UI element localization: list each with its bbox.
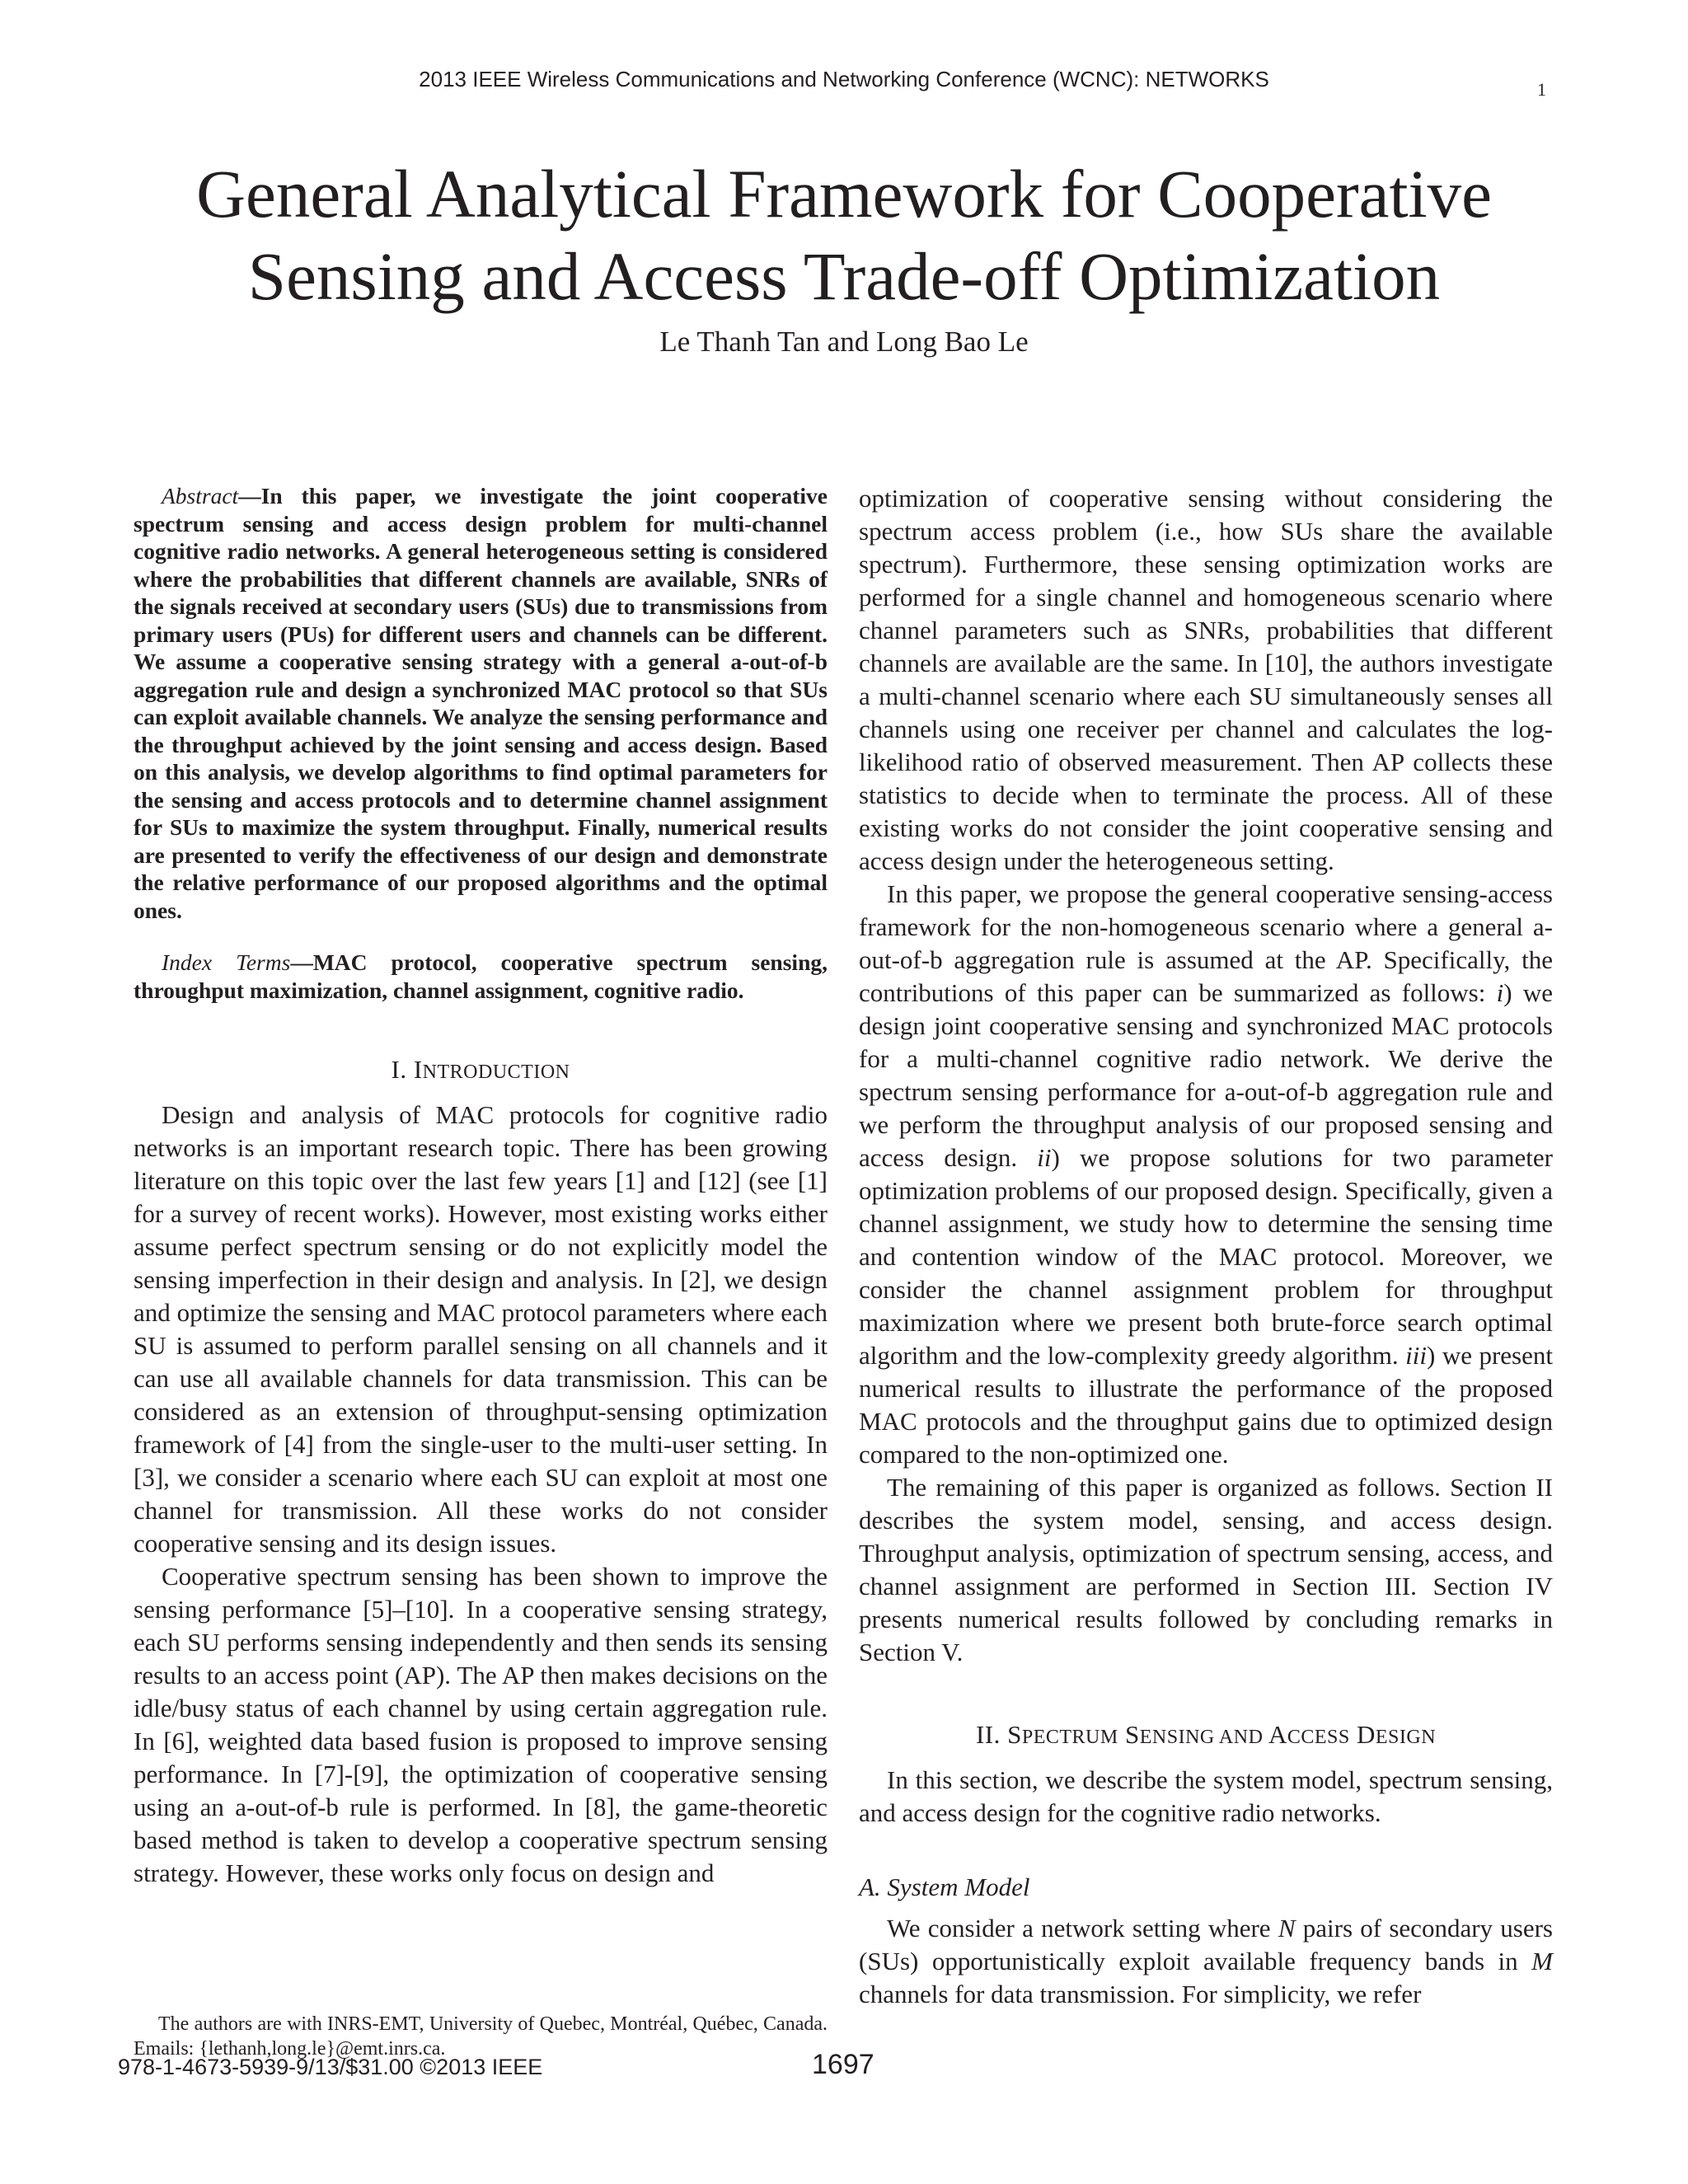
section-heading-spectrum-sensing: II. SPECTRUM SENSING AND ACCESS DESIGN xyxy=(975,1720,1437,1749)
index-terms xyxy=(134,949,828,1004)
contributions-paragraph: In this paper, we propose the general cooperative sensing-access framework for the non-homogeneous scenario where a general a-out-of-b aggregation rule is assumed at the AP. Specifically, the contributions of this paper can be summarized as follows: i) we design joint cooperative sensing and synchronized MAC protocols for a multi-channel cognitive radio network. We derive the spectrum sensing performance for a-out-of-b aggregation rule and we perform the throughput analysis of our proposed sensing and access design. ii) we propose solutions for two parameter optimization problems of our proposed design. Specifically, given a channel assignment, we study how to determine the sensing time and contention window of the MAC protocol. Moreover, we consider the channel assignment problem for throughput maximization where we present both brute-force search optimal algorithm and the low-complexity greedy algorithm. iii) we present numerical results to illustrate the performance of the proposed MAC protocols and the throughput gains due to optimized design compared to the non-optimized one. xyxy=(859,879,1553,1469)
system-model-paragraph: We consider a network setting where N pairs of secondary users (SUs) opportunistically exploit available frequency bands in M channels for data transmission. For simplicity, we refer xyxy=(859,1914,1553,2008)
author-footnote: The authors are with INRS-EMT, University of Quebec, Montréal, Québec, Canada. Emails: {lethanh,long.le}@emt.inrs.ca. xyxy=(134,2013,828,2060)
index-terms-text: —MAC protocol, cooperative spectrum sensing, throughput maximization, channel assignment, cognitive radio. xyxy=(134,949,828,1003)
copyright-notice: 978-1-4673-5939-9/13/$31.00 ©2013 IEEE xyxy=(118,2055,543,2079)
abstract xyxy=(134,482,828,924)
abstract-label: Abstract xyxy=(162,483,239,509)
intro-paragraph-1: Design and analysis of MAC protocols for cognitive radio networks is an important research topic. There has been growing literature on this topic over the last few years [1] and [12] (see [1] for a survey of recent works). However, most existing works either assume perfect spectrum sensing or do not explicitly model the sensing imperfection in their design and analysis. In [2], we design and optimize the sensing and MAC protocol parameters where each SU is assumed to perform parallel sensing on all channels and it can use all available channels for data transmission. This can be considered as an extension of throughput-sensing optimization framework of [4] from the single-user to the multi-user setting. In [3], we consider a scenario where each SU can exploit at most one channel for transmission. All these works do not consider cooperative sensing and its design issues. xyxy=(134,1100,828,1558)
section-heading-introduction: I. INTRODUCTION xyxy=(391,1055,570,1084)
section2-intro: In this section, we describe the system model, spectrum sensing, and access design for the cognitive radio networks. xyxy=(859,1765,1553,1827)
organization-paragraph: The remaining of this paper is organized as follows. Section II describes the system model, sensing, and access design. Throughput analysis, optimization of spectrum sensing, access, and channel assignment are performed in Section III. Section IV presents numerical results followed by concluding remarks in Section V. xyxy=(859,1473,1553,1666)
conference-header: 2013 IEEE Wireless Communications and Networking Conference (WCNC): NETWORKS xyxy=(419,67,1269,91)
intro-paragraph-3: optimization of cooperative sensing without considering the spectrum access problem (i.e., how SUs share the available spectrum). Furthermore, these sensing optimization works are performed for a single channel and homogeneous scenario where channel parameters such as SNRs, probabilities that different channels are available are the same. In [10], the authors investigate a multi-channel scenario where each SU simultaneously senses all channels using one receiver per channel and calculates the log-likelihood ratio of observed measurement. Then AP collects these statistics to decide when to terminate the process. All of these existing works do not consider the joint cooperative sensing and access design under the heterogeneous setting. xyxy=(859,484,1553,875)
index-terms-label: Index Terms xyxy=(162,949,291,975)
left-column xyxy=(134,482,828,1890)
paper-title: General Analytical Framework for Cooperative Sensing and Access Trade-off Optimization xyxy=(196,156,1492,314)
right-column xyxy=(859,482,1553,2011)
intro-paragraph-2: Cooperative spectrum sensing has been shown to improve the sensing performance [5]–[10]. In a cooperative sensing strategy, each SU performs sensing independently and then sends its sensing results to an access point (AP). The AP then makes decisions on the idle/busy status of each channel by using certain aggregation rule. In [6], weighted data based fusion is proposed to improve sensing performance. In [7]-[9], the optimization of cooperative sensing using an a-out-of-b rule is performed. In [8], the game-theoretic based method is taken to develop a cooperative spectrum sensing strategy. However, these works only focus on design and xyxy=(134,1562,828,1887)
page-number-top: 1 xyxy=(1537,79,1546,100)
page-number-bottom: 1697 xyxy=(812,2049,874,2080)
subsection-system-model: A. System Model xyxy=(859,1872,1030,1901)
author-list: Le Thanh Tan and Long Bao Le xyxy=(659,326,1029,358)
abstract-text: —In this paper, we investigate the joint cooperative spectrum sensing and access design problem for multi-channel cognitive radio networks. A general heterogeneous setting is considered where the probabilities that different channels are available, SNRs of the signals received at secondary users (SUs) due to transmissions from primary users (PUs) for different users and channels can be different. We assume a cooperative sensing strategy with a general a-out-of-b aggregation rule and design a synchronized MAC protocol so that SUs can exploit available channels. We analyze the sensing performance and the throughput achieved by the joint sensing and access design. Based on this analysis, we develop algorithms to find optimal parameters for the sensing and access protocols and to determine channel assignment for SUs to maximize the system throughput. Finally, numerical results are presented to verify the effectiveness of our design and demonstrate the relative performance of our proposed algorithms and the optimal ones. xyxy=(134,483,828,923)
